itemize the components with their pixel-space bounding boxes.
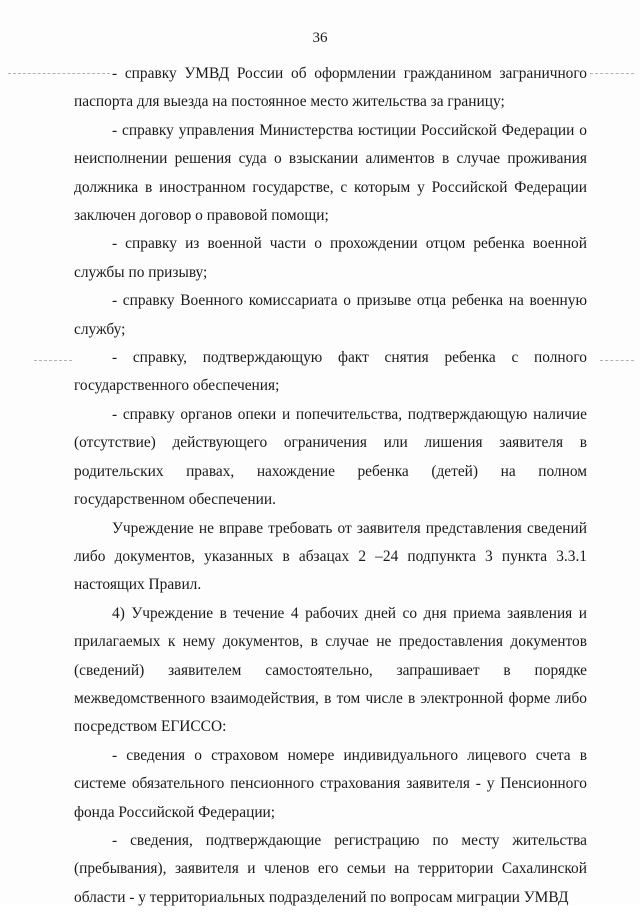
document-body: [74, 60, 587, 912]
scan-artifact-right-top: [590, 73, 634, 74]
paragraph-state-support-removal-certificate: - справку, подтверждающую факт снятия ребенка с полного государственного обеспечения;: [74, 349, 587, 395]
paragraph-interagency-request: 4) Учреждение в течение 4 рабочих дней со дня приема заявления и прилагаемых к нему документов, в случае не предоставления документов (сведений) заявителем самостоятельно, запрашивает в порядке межведомственного взаимодействия, в том числе в электронной форме либо посредством ЕГИССО:: [74, 604, 587, 736]
page-number: 36: [312, 30, 328, 46]
paragraph-institution-restriction: Учреждение не вправе требовать от заявителя представления сведений либо документов, указанных в абзацах 2 –24 подпункта 3 пункта 3.3.1 настоящих Правил.: [74, 519, 587, 594]
paragraph-umvd-passport-certificate: - справку УМВД России об оформлении гражданином заграничного паспорта для выезда на постоянное место жительства за границу;: [74, 65, 587, 111]
scan-artifact-right-middle: [600, 360, 634, 361]
paragraph-registration-information: - сведения, подтверждающие регистрацию по месту жительства (пребывания), заявителя и членов его семьи на территории Сахалинской области - у территориальных подразделений по вопросам миграции УМВД: [74, 831, 587, 906]
paragraph-military-unit-certificate: - справку из военной части о прохождении отцом ребенка военной службы по призыву;: [74, 235, 587, 281]
paragraph-military-commissariat-certificate: - справку Военного комиссариата о призыве отца ребенка на военную службу;: [74, 292, 587, 338]
scan-artifact-left-middle: [34, 360, 72, 361]
paragraph-guardianship-certificate: - справку органов опеки и попечительства, подтверждающую наличие (отсутствие) действующего ограничения или лишения заявителя в родительских правах, нахождение ребенка (детей) на полном государственном обеспечении.: [74, 405, 587, 509]
paragraph-ministry-of-justice-certificate: - справку управления Министерства юстиции Российской Федерации о неисполнении решения суда о взыскании алиментов в случае проживания должника в иностранном государстве, с которым у Российской Федерации заключен договор о правовой помощи;: [74, 121, 587, 225]
paragraph-snils-information: - сведения о страховом номере индивидуального лицевого счета в системе обязательного пенсионного страхования заявителя - у Пенсионного фонда Российской Федерации;: [74, 746, 587, 821]
